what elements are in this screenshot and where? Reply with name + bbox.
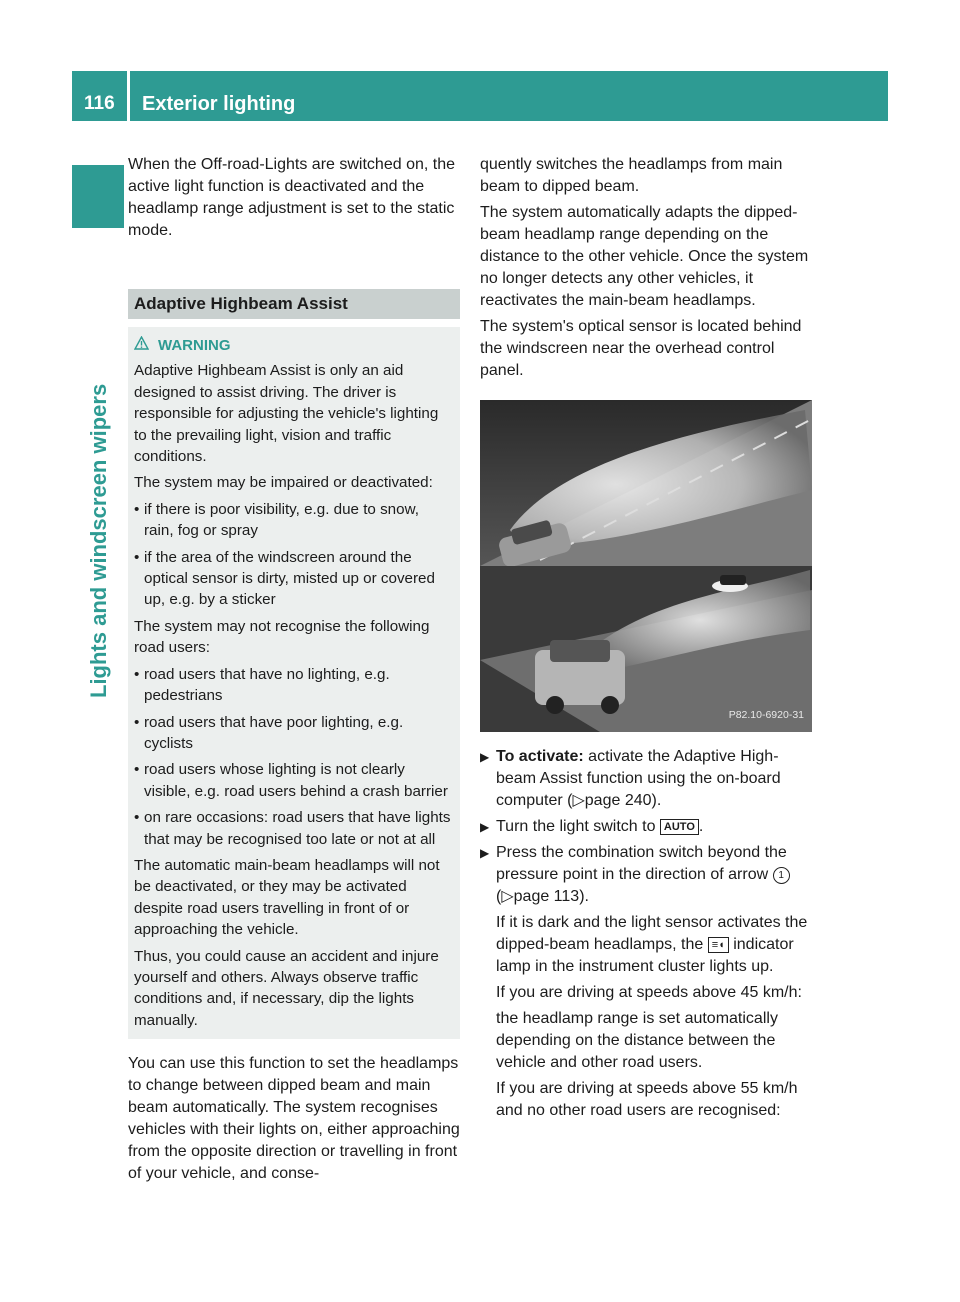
warning-paragraph: The automatic main-beam headlamps will not be deactivated, or they may be activated despite road users travelling in front of or approaching the vehicle.	[134, 856, 440, 939]
step-detail: If you are driving at speeds above 55 km/h and no other road users are recognised:	[496, 1080, 798, 1119]
chapter-label	[86, 258, 112, 698]
arrow-number-icon: 1	[773, 867, 790, 884]
instruction-step	[480, 746, 813, 812]
step-detail-text: If it is dark and the light sensor activates the dipped-beam headlamps, the	[496, 914, 808, 953]
highbeam-assist-icon: ≡◖	[708, 937, 729, 953]
right-column	[480, 154, 813, 1126]
instruction-step	[480, 816, 813, 838]
warning-box	[128, 327, 460, 1039]
page-number: 116	[84, 93, 115, 114]
figure-code: P82.10-6920-31	[728, 709, 804, 721]
step-label: To activate:	[496, 748, 584, 765]
page-ref: page 113).	[513, 888, 589, 905]
header-divider	[127, 71, 130, 121]
warning-icon	[134, 335, 150, 356]
headlamp-illustration	[480, 400, 812, 732]
list-item: • on rare occasions: road users that have lights that may be recognised too late or not at all	[134, 807, 452, 850]
step-detail: If you are driving at speeds above 45 km/h:	[496, 984, 802, 1001]
warning-paragraph: Thus, you could cause an accident and injure yourself and others. Always observe traffic conditions and, if necessary, dip the lights manually.	[134, 947, 439, 1029]
warning-label: WARNING	[158, 337, 231, 354]
step-arrow-icon: ▶	[480, 750, 490, 764]
page-title: Exterior lighting	[142, 93, 296, 115]
page-ref: page 240).	[584, 792, 662, 809]
list-item: • if the area of the windscreen around the optical sensor is dirty, misted up or covered up, e.g. by a sticker	[134, 547, 452, 611]
warning-heading	[134, 335, 452, 356]
section-heading: Adaptive Highbeam Assist	[128, 289, 460, 319]
step-detail: the headlamp range is set automatically depending on the distance between the vehicle and other road users.	[496, 1010, 778, 1071]
step-text: Press the combination switch beyond the pressure point in the direction of arrow	[496, 844, 787, 883]
step-arrow-icon: ▶	[480, 820, 490, 834]
body-paragraph: The system's optical sensor is located behind the windscreen near the overhead control panel.	[480, 318, 802, 379]
intro-paragraph: When the Off-road-Lights are switched on, the active light function is deactivated and the headlamp range adjustment is set to the static mode.	[128, 156, 455, 239]
warning-paragraph: Adaptive Highbeam Assist is only an aid designed to assist driving. The driver is responsible for adjusting the vehicle's lighting to the prevailing light, vision and traffic conditions.	[134, 362, 439, 466]
chapter-label-text: Lights and windscreen wipers	[86, 383, 111, 698]
list-item: • road users whose lighting is not clearly visible, e.g. road users behind a crash barrier	[134, 759, 452, 802]
warning-paragraph: The system may not recognise the following road users:	[134, 617, 430, 657]
body-paragraph: quently switches the headlamps from main beam to dipped beam.	[480, 156, 783, 195]
step-detail	[496, 912, 813, 978]
step-text: .	[698, 818, 704, 835]
step-detail-text: indicator lamp in the instrument cluster lights up.	[496, 936, 794, 975]
list-item: • road users that have no lighting, e.g. pedestrians	[134, 664, 452, 707]
auto-light-icon: AUTO	[660, 819, 699, 835]
step-arrow-icon: ▶	[480, 846, 490, 860]
list-item: • road users that have poor lighting, e.g. cyclists	[134, 712, 452, 755]
page-ref-icon: ▷	[572, 792, 585, 809]
left-column	[128, 154, 460, 1185]
page-ref-icon: ▷	[501, 888, 514, 905]
body-paragraph: You can use this function to set the headlamps to change between dipped beam and main beam automatically. The system recognises vehicles with their lights on, either approaching from the opposite direction or travelling in front of your vehicle, and conse-	[128, 1055, 460, 1183]
road-scene-image	[480, 400, 812, 732]
instruction-step: ▶ Press the combination switch beyond the pressure point in the direction of arrow 1 (▷page 113). If it is dark and the light sensor activates the dipped-beam headlamps, the ≡◖ indicator lamp in the instrument cluster lights up. If you are driving at speeds above 45 km/h: the headlamp range is set automatically depending on the distance between the vehicle and other road users. If you are driving at speeds above 55 km/h and no other road users are recognised:	[480, 842, 813, 1122]
page-header	[72, 71, 888, 121]
step-text: Turn the light switch to	[496, 818, 660, 835]
list-item: • if there is poor visibility, e.g. due to snow, rain, fog or spray	[134, 499, 452, 542]
body-paragraph: The system automatically adapts the dipped-beam headlamp range depending on the distance to the other vehicle. Once the system no longer detects any other vehicles, it reactivates the main-beam headlamps.	[480, 204, 809, 309]
warning-paragraph: The system may be impaired or deactivated:	[134, 474, 433, 492]
step-text: activate the Adaptive High-beam Assist function using the on-board computer (	[496, 748, 781, 809]
chapter-tab	[72, 165, 124, 228]
